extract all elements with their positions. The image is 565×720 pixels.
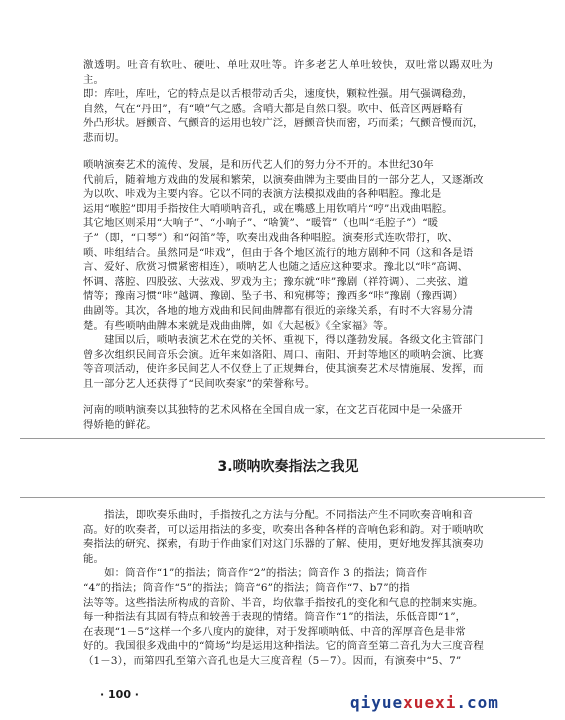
- page-number: · 100 ·: [100, 688, 139, 701]
- section-divider-bottom: [20, 497, 545, 498]
- top-paragraph: 激透明。吐音有软吐、硬吐、单吐双吐等。许多老艺人单吐较快，双吐常以踢双吐为主。 即：库吐，库吐，它的特点是以舌根带动舌尖，速度快，颗粒性强。用气强调稳劲， 自然，气在“丹田”，有“喷”气之感。含哨大都是自然口裂。吹中、低音区两唇略有 外凸形状。唇颤音、气颤音的运用也较广泛，唇颤音快而密，巧而柔；气颤音慢而沉， 悲而切。: [83, 59, 493, 144]
- site-watermark: [350, 693, 499, 712]
- watermark-part-3: .com: [456, 693, 499, 712]
- section-heading: 3.唢呐吹奏指法之我见: [217, 459, 359, 475]
- body-paragraphs: 唢呐演奏艺术的流传、发展，是和历代艺人们的努力分不开的。本世纪30年 代前后，随着地方戏曲的发展和繁荣，以演奏曲牌为主要曲目的一部分艺人，又逐渐改 为以吹、咔戏为主要内容。它以不同的表演方法模拟戏曲的各种唱腔。豫北是 运用“喉腔”即用手指按住大哨唢呐音孔，或在嘴感上用钦哨片“哼”出戏曲唱腔。 其它地区则采用“大响子”、“小响子”、“啥簧”、“暖管”（也叫“毛腔子”）“暖 子”（即，“口琴”）和“闷笛”等，吹奏出戏曲各种唱腔。演奏形式连吹带打，吹、 唢、咔组结合。虽然同是“咔戏”，但由于各个地区流行的地方剧种不同（这和各是语 言、爱好、欣赏习惯紧密相连），唢呐艺人也随之适应这种要求。豫北以“咔”高调、 怀调、落腔、四股弦、大弦戏、罗戏为主；豫东就“咔”豫剧（祥符调）、二夹弦、道 情等；豫南习惯“咔”越调、豫剧、坠子书、和宛梆等；豫西多“咔”豫剧（豫西调） 曲剧等。其次，各地的地方戏曲和民间曲牌都有很近的亲缘关系，有时不大容易分清 楚。有些唢呐曲牌本来就是戏曲曲牌，如《大起板》《全家福》等。 建国以后，唢呐表演艺术在党的关怀、重视下，得以蓬勃发展。各级文化主管部门 曾多次组织民间音乐会演。近年来如洛阳、周口、南阳、开封等地区的唢呐会演、比赛 等音项活动，使许多民间艺人不仅登上了正规舞台，使其演奏艺术尽情施展、发挥，而 且一部分艺人还获得了“民间吹奏家”的荣誉称号。: [83, 159, 484, 390]
- section-body: 指法，即吹奏乐曲时，手指按孔之方法与分配。不同指法产生不同吹奏音响和音 高。好的吹奏者，可以运用指法的多变，吹奏出各种各样的音响色彩和韵。对于唢呐吹 奏指法的研究、探索，有助于作曲家们对这门乐器的了解、使用，更好地发挥其演奏功 能。 如：筒音作“1”的指法；筒音作“2”的指法；筒音作 3 的指法；筒音作 “4”的指法；筒音作“5”的指法；筒音“6”的指法；筒音作“7、b7”的指 法等等。这些指法所构成的音阶、半音，均依靠手指按孔的变化和气息的控制来实施。 每一种指法有其固有特点和较善于表现的情绪。筒音作“1”的指法，乐低音即“1”， 在表现“1－5”这样一个多八度内的旋律，对于发挥唢呐低、中音的浑厚音色是非常 好的。我国很多戏曲中的“简场”均是运用这种指法。它的筒音至第二音孔为大三度音程 （1－3），而第四孔至第六音孔也是大三度音程（5－7）。因而，有演奏中“5、7”: [83, 509, 484, 667]
- closing-paragraph: 河南的唢呐演奏以其独特的艺术风格在全国自成一家，在文艺百花园中是一朵盛开 得娇艳的鲜花。: [83, 404, 463, 431]
- watermark-part-2: xuexi: [403, 693, 457, 712]
- section-divider-top: [20, 438, 545, 439]
- watermark-part-1: qiyue: [350, 693, 404, 712]
